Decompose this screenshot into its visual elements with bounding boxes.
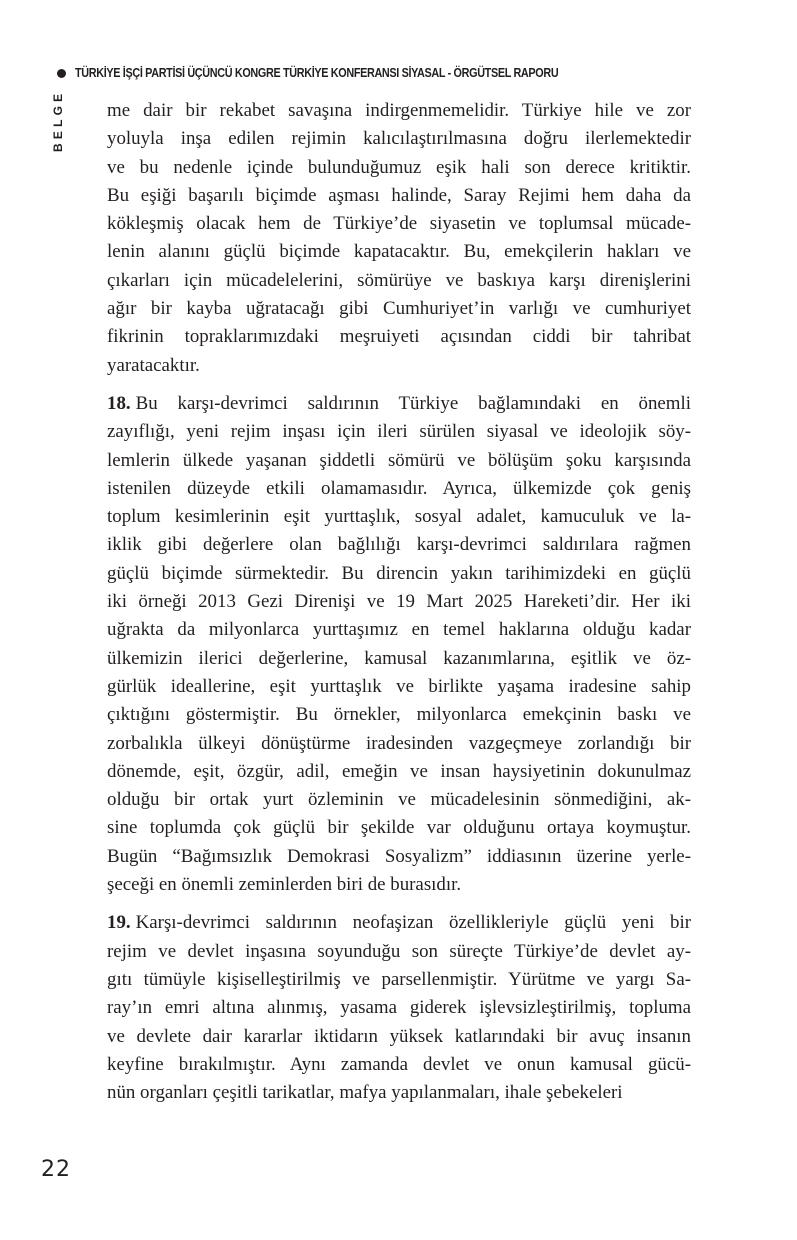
text-line bbox=[107, 418, 691, 446]
text-line bbox=[107, 447, 691, 475]
line-text: toplum kesimlerinin eşit yurttaşlık, sosyal adalet, kamuculuk ve la- bbox=[107, 506, 691, 528]
line-text: uğrakta da milyonlarca yurttaşımız en temel haklarına olduğu kadar bbox=[107, 619, 691, 641]
text-line bbox=[107, 97, 691, 125]
line-text: ülkemizin ilerici değerlerine, kamusal kazanımlarına, eşitlik ve öz- bbox=[107, 647, 691, 669]
line-text: me dair bir rekabet savaşına indirgenmemelidir. Türkiye hile ve zor bbox=[107, 100, 691, 121]
text-line bbox=[107, 673, 691, 701]
line-text: gürlük ideallerine, eşit yurttaşlık ve birlikte yaşama iradesine sahip bbox=[107, 675, 691, 697]
text-line bbox=[107, 758, 691, 786]
text-line bbox=[107, 1079, 691, 1107]
text-line bbox=[107, 786, 691, 814]
section-side-label: BELGE bbox=[51, 89, 65, 152]
text-line bbox=[107, 154, 691, 182]
line-text: yaratacaktır. bbox=[107, 354, 200, 376]
line-text: Bu eşiği başarılı biçimde aşması halinde, Saray Rejimi hem daha da bbox=[107, 184, 691, 206]
line-text: lemlerin ülkede yaşanan şiddetli sömürü ve bölüşüm şoku karşısında bbox=[107, 449, 691, 471]
text-line bbox=[107, 909, 691, 937]
text-line bbox=[107, 994, 691, 1022]
line-text: şeceği en önemli zeminlerden biri de burasıdır. bbox=[107, 874, 462, 896]
text-line bbox=[107, 503, 691, 531]
line-text: Karşı-devrimci saldırının neofaşizan özellikleriyle güçlü yeni bir bbox=[135, 912, 691, 934]
text-line bbox=[107, 560, 691, 588]
line-text: dönemde, eşit, özgür, adil, emeğin ve insan haysiyetinin dokunulmaz bbox=[107, 760, 691, 782]
paragraph bbox=[107, 909, 691, 1107]
text-line bbox=[107, 295, 691, 323]
text-line bbox=[107, 701, 691, 729]
line-text: Bugün “Bağımsızlık Demokrasi Sosyalizm” iddiasının üzerine yerle- bbox=[107, 845, 691, 867]
text-line bbox=[107, 267, 691, 295]
line-text: güçlü biçimde sürmektedir. Bu direncin yakın tarihimizdeki en güçlü bbox=[107, 562, 691, 584]
text-line bbox=[107, 938, 691, 966]
text-line bbox=[107, 966, 691, 994]
line-text: yoluyla inşa edilen rejimin kalıcılaştırılmasına doğru ilerlemektedir bbox=[107, 128, 691, 150]
text-line bbox=[107, 210, 691, 238]
paragraph bbox=[107, 97, 691, 380]
line-text: ağır bir kayba uğratacağı gibi Cumhuriyet’in varlığı ve cumhuriyet bbox=[107, 298, 691, 320]
line-text: ray’ın emri altına alınmış, yasama giderek işlevsizleştirilmiş, topluma bbox=[107, 997, 691, 1019]
running-header bbox=[57, 66, 757, 80]
text-line bbox=[107, 182, 691, 210]
paragraph bbox=[107, 390, 691, 899]
line-text: Bu karşı-devrimci saldırının Türkiye bağlamındaki en önemli bbox=[135, 392, 691, 414]
line-text: çıktığını göstermiştir. Bu örnekler, milyonlarca emekçinin baskı ve bbox=[107, 704, 691, 726]
line-text: ve devlete dair kararlar iktidarın yüksek katlarındaki bir avuç insanın bbox=[107, 1025, 691, 1047]
paragraph-number: 18. bbox=[107, 392, 131, 414]
line-text: keyfine bırakılmıştır. Aynı zamanda devlet ve onun kamusal gücü- bbox=[107, 1053, 691, 1075]
text-line bbox=[107, 352, 691, 380]
text-line bbox=[107, 531, 691, 559]
line-text: çıkarları için mücadelelerini, sömürüye ve baskıya karşı direnişlerini bbox=[107, 269, 691, 291]
line-text: iki örneği 2013 Gezi Direnişi ve 19 Mart 2025 Hareketi’dir. Her iki bbox=[107, 591, 691, 613]
text-line bbox=[107, 475, 691, 503]
text-line bbox=[107, 871, 691, 899]
line-text: rejim ve devlet inşasına soyunduğu son süreçte Türkiye’de devlet ay- bbox=[107, 940, 691, 962]
line-text: istenilen düzeyde etkili olamamasıdır. Ayrıca, ülkemizde çok geniş bbox=[107, 477, 691, 499]
line-text: fikrinin topraklarımızdaki meşruiyeti açısından ciddi bir tahribat bbox=[107, 326, 691, 348]
line-text: lenin alanını güçlü biçimde kapatacaktır. Bu, emekçilerin hakları ve bbox=[107, 241, 691, 263]
line-text: sine toplumda çok güçlü bir şekilde var olduğunu ortaya koymuştur. bbox=[107, 817, 691, 839]
page-number: 22 bbox=[41, 1157, 71, 1182]
text-line bbox=[107, 814, 691, 842]
text-line bbox=[107, 1051, 691, 1079]
line-text: nün organları çeşitli tarikatlar, mafya yapılanmaları, ihale şebekeleri bbox=[107, 1082, 623, 1104]
line-text: kökleşmiş olacak hem de Türkiye’de siyasetin ve toplumsal mücade- bbox=[107, 213, 691, 235]
text-line bbox=[107, 645, 691, 673]
text-line bbox=[107, 843, 691, 871]
paragraph-number: 19. bbox=[107, 912, 131, 934]
text-line bbox=[107, 1023, 691, 1051]
line-text: zorbalıkla ülkeyi dönüştürme iradesinden vazgeçmeye zorlandığı bir bbox=[107, 732, 691, 754]
line-text: olduğu bir ortak yurt özleminin ve mücadelesinin sönmediğini, ak- bbox=[107, 789, 691, 811]
text-line bbox=[107, 390, 691, 418]
text-line bbox=[107, 125, 691, 153]
text-line bbox=[107, 238, 691, 266]
bullet-icon bbox=[57, 69, 66, 78]
text-line bbox=[107, 730, 691, 758]
line-text: gıtı tümüyle kişiselleştirilmiş ve parsellenmiştir. Yürütme ve yargı Sa- bbox=[107, 968, 691, 990]
text-line bbox=[107, 616, 691, 644]
body-text bbox=[107, 97, 691, 1107]
text-line bbox=[107, 588, 691, 616]
line-text: zayıflığı, yeni rejim inşası için ileri sürülen siyasal ve ideolojik söy- bbox=[107, 421, 691, 443]
line-text: ve bu nedenle içinde bulunduğumuz eşik hali son derece kritiktir. bbox=[107, 156, 691, 178]
line-text: iklik gibi değerlere olan bağlılığı karşı-devrimci saldırılara rağmen bbox=[107, 534, 691, 556]
text-line bbox=[107, 323, 691, 351]
header-title: TÜRKİYE İŞÇİ PARTİSİ ÜÇÜNCÜ KONGRE TÜRKİYE KONFERANSI SİYASAL - ÖRGÜTSEL RAPORU bbox=[75, 66, 559, 80]
